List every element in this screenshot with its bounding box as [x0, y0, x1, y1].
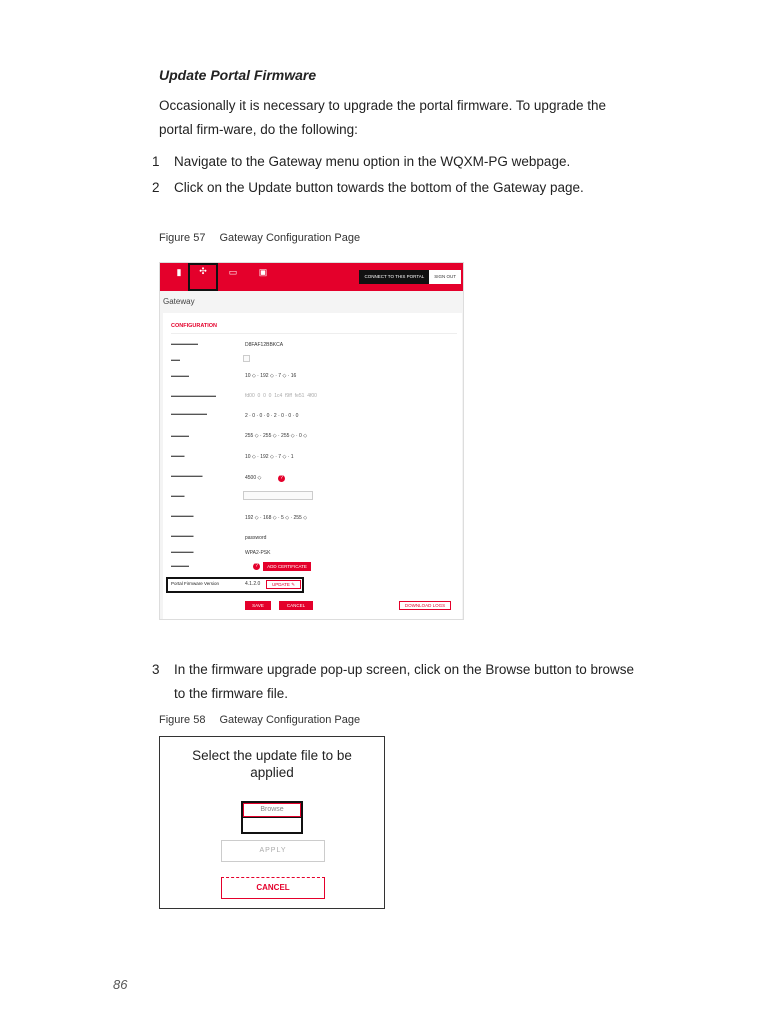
gateway-icon: ✣	[199, 266, 207, 276]
figure-label: Figure 57	[159, 232, 206, 244]
lock-icon: ▣	[258, 267, 268, 277]
section-heading: Update Portal Firmware	[159, 67, 317, 83]
intro-paragraph: Occasionally it is necessary to upgrade the portal firmware. To upgrade the portal firm-ware, do the following:	[159, 98, 606, 137]
mac-value: D8FAF12BBKCA	[245, 342, 284, 348]
help-icon[interactable]: ?	[278, 475, 285, 482]
update-button[interactable]: UPDATE ✎	[266, 580, 301, 589]
ipv6-segment: 0	[268, 393, 272, 399]
ip-octet: 10	[245, 373, 251, 379]
wifi-pass-value: password	[245, 535, 267, 541]
gateway-field[interactable]: 10 ◇ · 192 ◇ · 7 ◇ · 1	[245, 454, 294, 460]
step-number: 3	[152, 662, 160, 677]
figure-caption-text: Gateway Configuration Page	[219, 714, 361, 726]
ipv6-segment: 1c4	[274, 393, 283, 399]
ipv6-label: ▬▬▬▬▬▬▬▬▬▬	[171, 393, 216, 398]
step-text: In the firmware upgrade pop-up screen, click on the Browse button to browse to the firmware file.	[174, 662, 634, 701]
page-number: 86	[113, 977, 128, 992]
browse-highlight	[241, 801, 303, 834]
ssid-label: ▬▬▬	[171, 493, 185, 498]
ipv6-segment: 0	[263, 393, 266, 399]
gateway-label: ▬▬▬	[171, 453, 185, 458]
dialog-title	[160, 747, 384, 781]
step-text: Navigate to the Gateway menu option in the WQXM-PG webpage.	[174, 154, 571, 169]
browse-button[interactable]: Browse	[243, 803, 301, 817]
section-title: CONFIGURATION	[171, 323, 218, 329]
dhcp-checkbox[interactable]	[243, 355, 250, 362]
figure-label: Figure 58	[159, 714, 206, 726]
ap-value: WPA2-PSK	[245, 550, 271, 556]
firmware-value: 4.1.2.0	[245, 581, 261, 587]
step-number: 2	[152, 180, 160, 195]
download-logs-button[interactable]: DOWNLOAD LOGS	[399, 601, 451, 610]
ipv6-segment: 4f00	[307, 393, 317, 399]
ap-label: ▬▬▬▬▬	[171, 549, 194, 554]
help-icon[interactable]: ?	[253, 563, 260, 570]
gw-octet: 7	[278, 454, 282, 460]
ipv4-label: ▬▬▬▬	[171, 373, 189, 378]
ip-octet: 192	[260, 373, 269, 379]
step-text: Click on the Update button towards the bottom of the Gateway page.	[174, 180, 584, 195]
port-field[interactable]: 4500 ◇	[245, 475, 262, 481]
subnet-field[interactable]: 255 ◇ · 255 ◇ · 255 ◇ · 0 ◇	[245, 433, 308, 439]
broker-field[interactable]: 192 ◇ · 168 ◇ · 5 ◇ · 255 ◇	[245, 515, 308, 521]
dialog-title-line: applied	[250, 765, 294, 780]
add-certificate-button[interactable]: ADD CERTIFICATE	[263, 562, 311, 571]
ipv6-global-field	[245, 393, 317, 399]
ipv6-segment: 0	[257, 393, 261, 399]
figure-caption-text: Gateway Configuration Page	[219, 232, 361, 244]
page-title: Gateway	[163, 297, 195, 306]
top-bar-buttons	[359, 270, 461, 284]
config-card	[163, 313, 462, 620]
nav-gateway[interactable]	[188, 263, 218, 291]
firmware-label: Portal Firmware Version	[171, 581, 220, 586]
signal-icon: ▮	[176, 267, 182, 277]
sign-out-button[interactable]: SIGN OUT	[429, 270, 461, 284]
step-3	[152, 658, 652, 706]
update-dialog-screenshot	[159, 736, 385, 909]
figure-58-caption	[159, 714, 360, 726]
port-value: 4500	[245, 475, 257, 481]
cancel-button[interactable]: CANCEL	[279, 601, 313, 610]
nav-security[interactable]	[248, 266, 278, 288]
cancel-button[interactable]: CANCEL	[221, 877, 325, 899]
figure-57-caption	[159, 232, 360, 244]
ipv6-segment: fd00	[245, 393, 255, 399]
ip-octet: 16	[290, 373, 297, 379]
mac-label: ▬▬▬▬▬▬	[171, 341, 198, 346]
gw-octet: 1	[290, 454, 294, 460]
cert-label: ▬▬▬▬	[171, 563, 189, 568]
gw-octet: 10	[245, 454, 251, 460]
connect-button[interactable]: CONNECT TO THIS PORTAL	[359, 270, 429, 284]
subnet-label: ▬▬▬▬	[171, 433, 189, 438]
update-label: UPDATE	[272, 582, 290, 587]
ipv6-segment: fe51	[294, 393, 305, 399]
ipv6-link-field[interactable]: 2 · 0 · 0 · 0 · 2 · 0 · 0 · 0	[245, 413, 299, 419]
monitor-icon: ▭	[228, 267, 238, 277]
port-label: ▬▬▬▬▬▬▬	[171, 473, 203, 478]
ssid-input[interactable]	[243, 491, 313, 500]
top-nav-bar	[160, 263, 464, 291]
ipv6-segment: f9ff	[285, 393, 292, 399]
ipv4-field[interactable]: 10 ◇ · 192 ◇ · 7 ◇ · 16	[245, 373, 297, 379]
gw-octet: 192	[260, 454, 269, 460]
broker-label: ▬▬▬▬▬	[171, 513, 194, 518]
step-2	[152, 176, 652, 200]
wifi-pass-label: ▬▬▬▬▬	[171, 533, 194, 538]
save-button[interactable]: SAVE	[245, 601, 271, 610]
ip-octet: 7	[278, 373, 282, 379]
ipv6-link-label: ▬▬▬▬▬▬▬▬	[171, 411, 207, 416]
highlight-divider	[243, 817, 301, 818]
divider	[171, 333, 457, 334]
step-number: 1	[152, 154, 160, 169]
dialog-title-line: Select the update file to be	[192, 748, 352, 763]
nav-network[interactable]	[218, 266, 248, 288]
step-1	[152, 150, 652, 174]
dhcp-label: ▬▬	[171, 357, 180, 362]
gateway-config-screenshot	[159, 262, 464, 620]
apply-button[interactable]: APPLY	[221, 840, 325, 862]
